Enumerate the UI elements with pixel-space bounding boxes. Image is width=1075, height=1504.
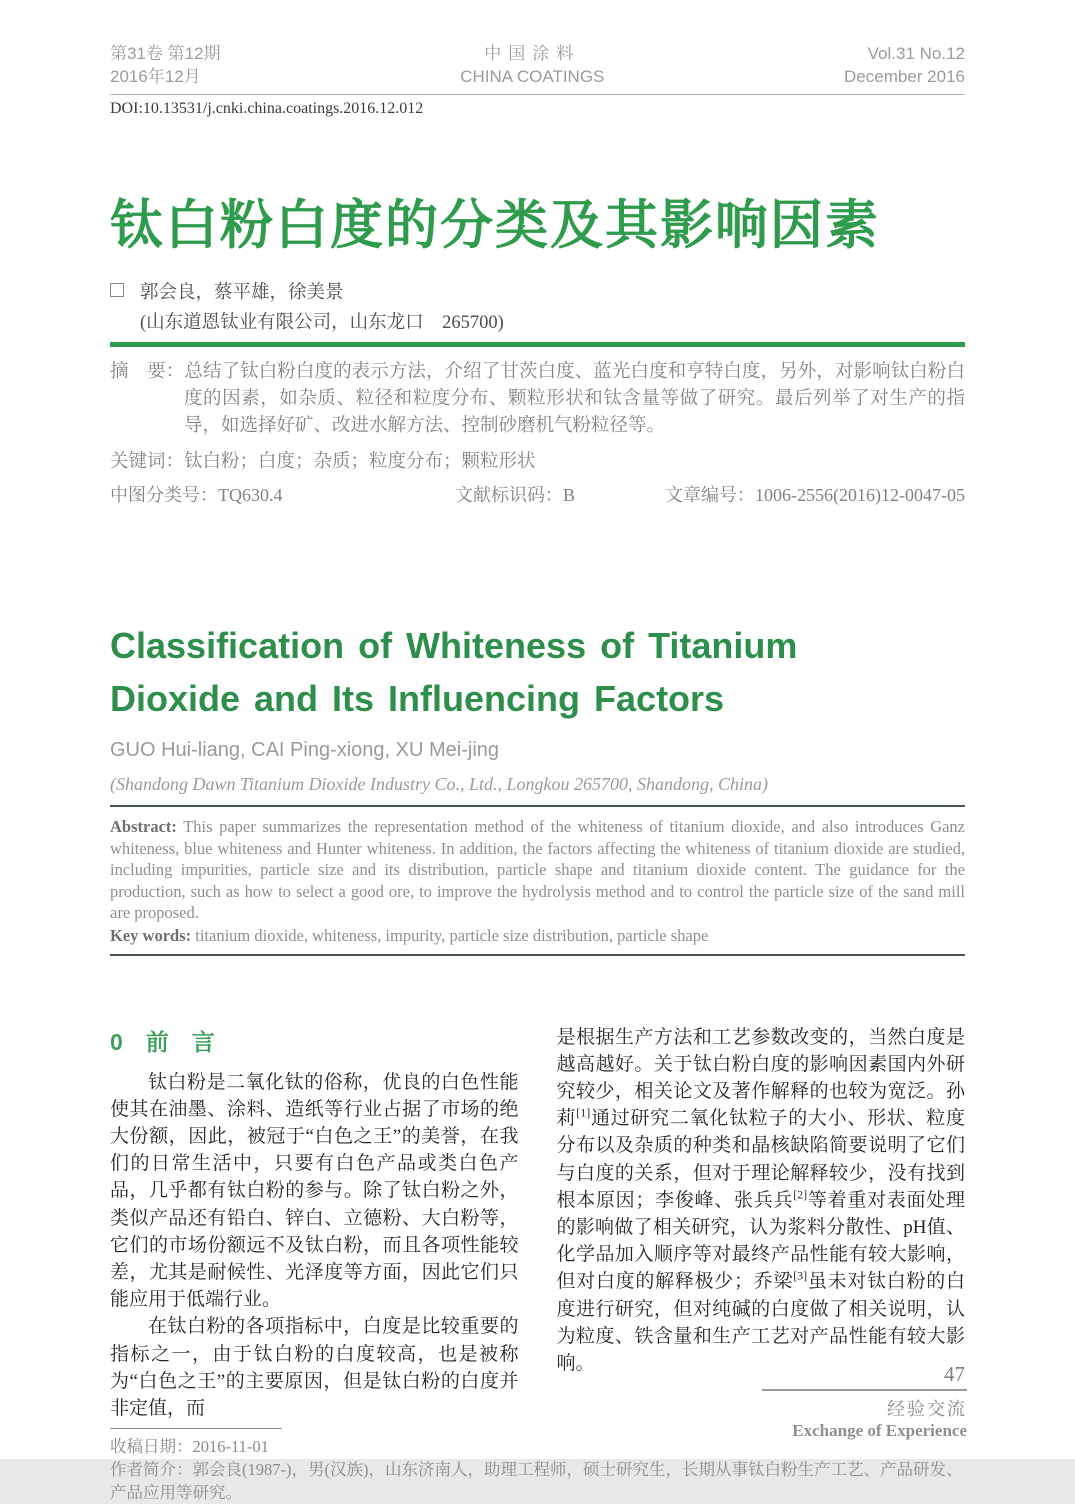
keywords-label-zh: 关键词：: [110, 452, 185, 472]
article-title-zh: 钛白粉白度的分类及其影响因素: [110, 196, 880, 255]
header-issue-block-zh: [110, 42, 221, 88]
abstract-text-zh: 总结了钛白粉白度的表示方法，介绍了甘茨白度、蓝光白度和亨特白度，另外，对影响钛白粉白度的因素，如杂质、粒径和粒度分布、颗粒形状和钛含量等做了研究。最后列举了对生产的指导，如选择好矿、改进水解方法、控制砂磨机气粉粒径等。: [184, 362, 965, 436]
journal-name-en: CHINA COATINGS: [460, 67, 605, 86]
document-code: 文献标识码：B: [455, 485, 576, 505]
body-column-left: [110, 1024, 519, 1436]
journal-header: [110, 42, 965, 95]
clc-number: 中图分类号：TQ630.4: [110, 485, 283, 505]
page-footer: [762, 1362, 967, 1441]
authors-zh-row: [110, 278, 965, 304]
header-journal-name: [460, 42, 604, 88]
keywords-zh: [110, 447, 965, 473]
keywords-label-en: Key words:: [110, 925, 192, 945]
divider-above-abstract: [110, 805, 965, 807]
abstract-en: [110, 816, 965, 924]
journal-name-zh: 中国涂料: [484, 44, 581, 63]
section-heading: 0 前 言: [110, 1028, 215, 1055]
body-paragraph: 是根据生产方法和工艺参数改变的，当然白度是越高越好。关于钛白粉白度的影响因素国内外研究较少，相关论文及著作解释的也较为宽泛。孙莉[1]通过研究二氧化钛粒子的大小、形状、粒度分布以及杂质的种类和晶核缺陷简要说明了它们与白度的关系，但对于理论解释较少，没有找到根本原因；李俊峰、张兵兵[2]等着重对表面处理的影响做了相关研究，认为浆料分散性、pH值、化学品加入顺序等对最终产品性能有较大影响，但对白度的解释极少；乔梁[3]虽未对钛白粉的白度进行研究，但对纯碱的白度做了相关说明，认为粒度、铁含量和生产工艺对产品性能有较大影响。: [556, 1026, 965, 1374]
abstract-text-en: This paper summarizes the representation method of the whiteness of titanium dioxide, and also introduces Ganz whiteness, blue whiteness and Hunter whiteness. In addition, the factors affecting the whiteness of titanium dioxide are studied, including impurities, particle size and its distribution, particle shape and titanium dioxide content. The guidance for the production, such as how to select a good ore, to improve the hydrolysis method and to control the particle size of the sand mill are proposed.: [110, 817, 966, 922]
article-title-en: Classification of Whiteness of Titanium Dioxide and Its Influencing Factors: [110, 625, 798, 719]
classification-row: [110, 481, 965, 507]
keywords-en: [110, 926, 965, 946]
issue-en: Vol.31 No.12: [867, 44, 965, 63]
column-name-zh: 经验交流: [887, 1398, 967, 1419]
date-zh: 2016年12月: [110, 67, 201, 86]
abstract-label-en: Abstract:: [110, 817, 177, 836]
divider-below-keywords: [110, 954, 965, 956]
footnotes: [110, 1435, 965, 1504]
column-name-en: Exchange of Experience: [792, 1420, 967, 1440]
received-date: 收稿日期：2016-11-01: [110, 1437, 269, 1457]
authors-en: GUO Hui-liang, CAI Ping-xiong, XU Mei-jing: [110, 739, 500, 761]
authors-zh: 郭会良，蔡平雄，徐美景: [140, 283, 344, 303]
abstract-label-zh: 摘 要：: [110, 362, 185, 382]
keywords-text-en: titanium dioxide, whiteness, impurity, particle size distribution, particle shape: [195, 925, 709, 945]
body-paragraph: 钛白粉是二氧化钛的俗称，优良的白色性能使其在油墨、涂料、造纸等行业占据了市场的绝大份额，因此，被冠于“白色之王”的美誉，在我们的日常生活中，只要有白色产品或类白色产品，几乎都有钛白粉的参与。除了钛白粉之外，类似产品还有铅白、锌白、立德粉、大白粉等，它们的市场份额远不及钛白粉，而且各项性能较差，尤其是耐候性、光泽度等方面，因此它们只能应用于低端行业。: [110, 1071, 519, 1311]
header-issue-block-en: [844, 42, 965, 88]
footnote-block: [110, 1428, 519, 1429]
affiliation-zh: (山东道恩钛业有限公司，山东龙口 265700): [140, 313, 504, 333]
author-bio: 作者简介：郭会良(1987-)，男(汉族)，山东济南人，助理工程师，硕士研究生，长期从事钛白粉生产工艺、产品研发、产品应用等研究。: [110, 1460, 963, 1503]
page-number: 47: [944, 1362, 965, 1386]
keywords-text-zh: 钛白粉；白度；杂质；粒度分布；颗粒形状: [184, 452, 536, 472]
footer-divider: [762, 1389, 967, 1391]
body-paragraph: 在钛白粉的各项指标中，白度是比较重要的指标之一，由于钛白粉的白度较高，也是被称为“白色之王”的主要原因，但是钛白粉的白度并非定值，而: [110, 1316, 519, 1419]
affiliation-en: (Shandong Dawn Titanium Dioxide Industry Co., Ltd., Longkou 265700, Shandong, China): [110, 774, 769, 794]
article-id: 文章编号：1006-2556(2016)12-0047-05: [665, 485, 965, 505]
green-divider: [110, 342, 965, 347]
abstract-zh: [110, 359, 965, 440]
author-square-icon: [110, 283, 124, 297]
footnote-divider: [110, 1428, 282, 1429]
issue-zh: 第31卷 第12期: [110, 44, 221, 63]
date-en: December 2016: [844, 67, 965, 86]
doi: DOI:10.13531/j.cnki.china.coatings.2016.12.012: [110, 100, 424, 117]
